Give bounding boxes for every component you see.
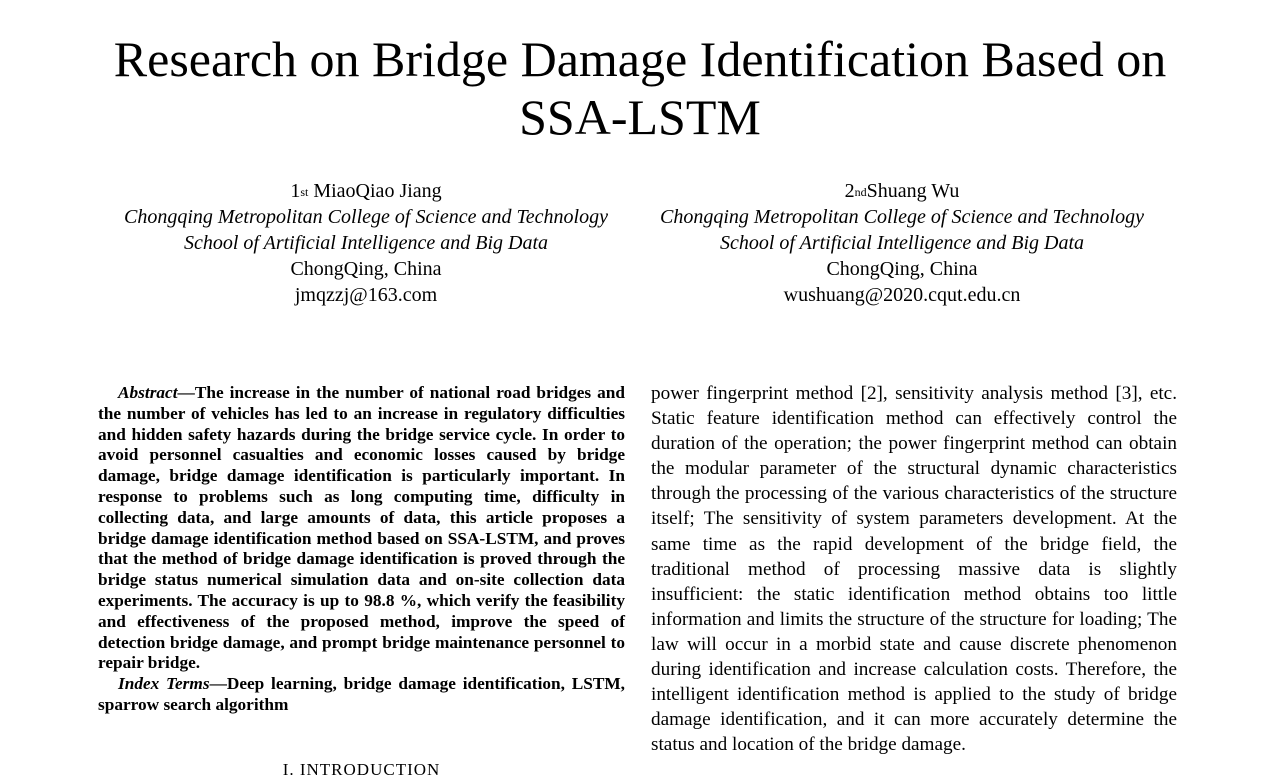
author-ordinal: 2 [844,180,855,202]
index-terms-label: Index Terms [118,674,210,694]
author-name [634,178,1170,204]
author-location: ChongQing, China [826,258,978,280]
author-department: School of Artificial Intelligence and Big Data [183,232,548,254]
author-affiliation: Chongqing Metropolitan College of Science and Technology [659,206,1144,228]
author-name-text: MiaoQiao Jiang [313,180,442,202]
author-email: wushuang@2020.cqut.edu.cn [783,284,1021,306]
author-block-1 [98,178,634,308]
index-terms-text: —Deep learning, bridge damage identification, LSTM, sparrow search algorithm [98,674,625,714]
author-location: ChongQing, China [290,258,442,280]
section-heading: I. INTRODUCTION [282,760,441,779]
author-ordinal-suffix: st [300,185,309,199]
index-terms [98,674,625,716]
abstract [98,383,625,674]
author-department: School of Artificial Intelligence and Big Data [719,232,1084,254]
right-column [651,381,1177,769]
author-block-2 [634,178,1170,308]
author-name-text: Shuang Wu [866,180,960,202]
author-ordinal-suffix: nd [854,185,867,199]
author-ordinal: 1 [290,180,301,202]
abstract-label: Abstract [118,383,178,402]
abstract-text: —The increase in the number of national road bridges and the number of vehicles has led to an increase in regulatory difficulties and hidden safety hazards during the bridge service cycle. In order to avoid personnel casualties and economic losses caused by bridge damage, bridge damage identification is particularly important. In response to problems such as long computing time, difficulty in collecting data, and large amounts of data, this article proposes a bridge damage identification method based on SSA-LSTM, and proves that the method of bridge damage identification is proved through the bridge status numerical simulation data and on-site collection data experiments. The accuracy is up to 98.8 %, which verify the feasibility and effectiveness of the proposed method, improve the speed of detection bridge damage, and prompt bridge maintenance personnel to repair bridge. [98,383,625,673]
body-paragraph: power fingerprint method [2], sensitivity analysis method [3], etc. Static feature identification method can effectively control the duration of the operation; the power fingerprint method can obtain the modular parameter of the structural dynamic characteristics through the processing of the various characteristics of the structure itself; The sensitivity of system parameters development. At the same time as the rapid development of the bridge field, the traditional method of processing massive data is slightly insufficient: the static identification method obtains too little information and limits the structure of the structure for loading; The law will occur in a morbid state and cause discrete phenomenon during identification and increase calculation costs. Therefore, the intelligent identification method is applied to the study of bridge damage identification, and it can more accurately determine the status and location of the bridge damage. [651,383,1177,756]
author-email: jmqzzj@163.com [294,284,438,306]
author-affiliation: Chongqing Metropolitan College of Science and Technology [123,206,608,228]
paper-title: Research on Bridge Damage Identification Based on SSA-LSTM [113,31,1167,145]
left-column [98,383,625,716]
author-name [98,178,634,204]
